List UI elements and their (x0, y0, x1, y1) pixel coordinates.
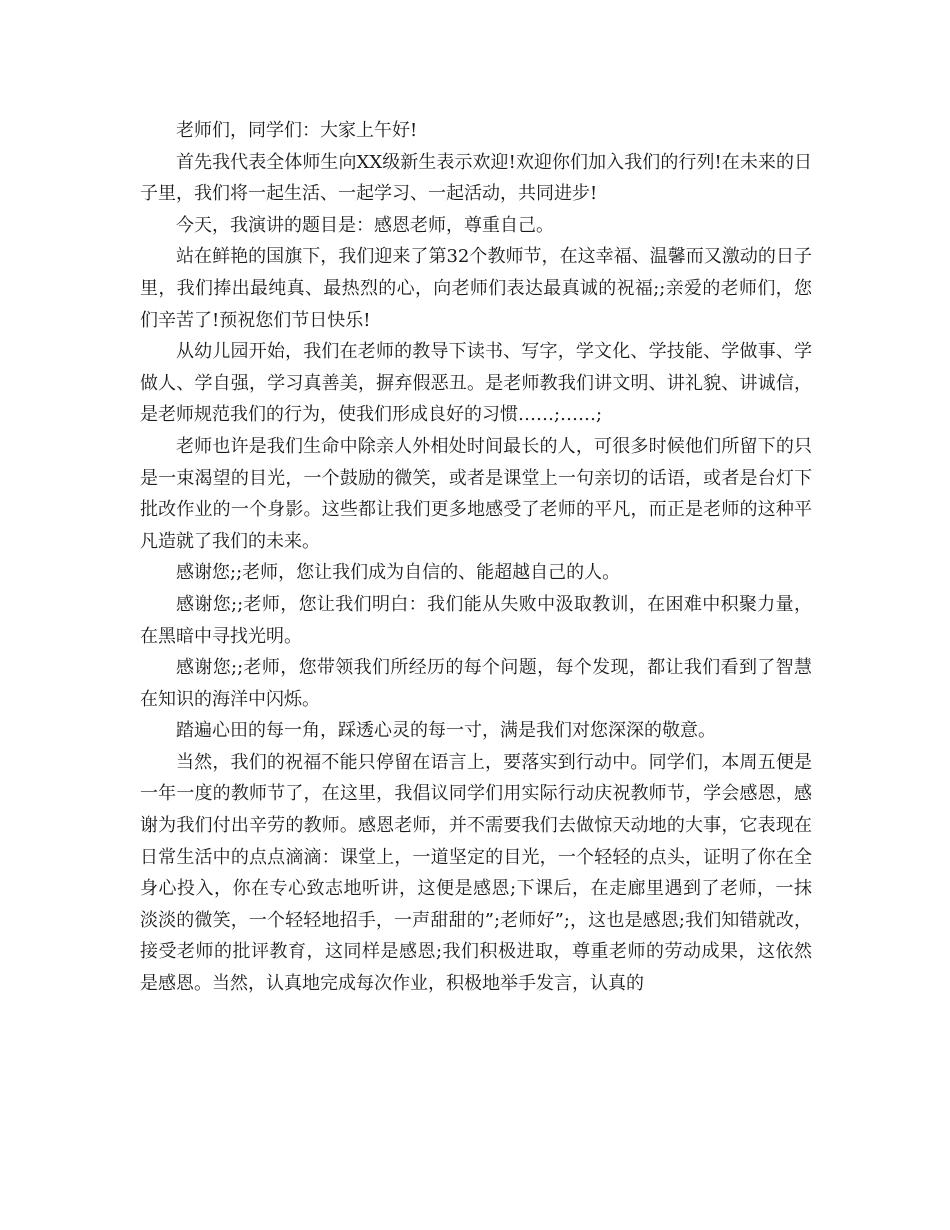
paragraph-thanks-3: 感谢您;;老师，您带领我们所经历的每个问题，每个发现，都让我们看到了智慧在知识的海洋中闪烁。 (140, 657, 812, 710)
paragraph-ordinary-teacher: 老师也许是我们生命中除亲人外相处时间最长的人，可很多时候他们所留下的只是一束渴望的目光，一个鼓励的微笑，或者是课堂上一句亲切的话语，或者是台灯下批改作业的一个身影。这些都让我们更多地感受了老师的平凡，而正是老师的这种平凡造就了我们的未来。 (140, 435, 812, 552)
paragraph-teachers-day: 站在鲜艳的国旗下，我们迎来了第32个教师节，在这幸福、温馨而又激动的日子里，我们捧出最纯真、最热烈的心，向老师们表达最真诚的祝福;;亲爱的老师们，您们辛苦了!预祝您们节日快乐! (140, 246, 812, 331)
speech-body (140, 115, 812, 1000)
paragraph-welcome: 首先我代表全体师生向XX级新生表示欢迎!欢迎你们加入我们的行列!在未来的日子里，我们将一起生活、一起学习、一起活动，共同进步! (140, 151, 812, 205)
paragraph-kindergarten: 从幼儿园开始，我们在老师的教导下读书、写字，学文化、学技能、学做事、学做人、学自强，学习真善美，摒弃假恶丑。是老师教我们讲文明、讲礼貌、讲诚信，是老师规范我们的行为，使我们形成良好的习惯……;……; (140, 341, 812, 426)
paragraph-greeting: 老师们，同学们：大家上午好! (176, 120, 418, 141)
paragraph-respect: 踏遍心田的每一角，踩透心灵的每一寸，满是我们对您深深的敬意。 (176, 720, 716, 742)
paragraph-topic: 今天，我演讲的题目是：感恩老师，尊重自己。 (176, 214, 554, 236)
paragraph-thanks-2: 感谢您;;老师，您让我们明白：我们能从失败中汲取教训，在困难中积聚力量，在黑暗中寻找光明。 (140, 593, 812, 647)
paragraph-thanks-1: 感谢您;;老师，您让我们成为自信的、能超越自己的人。 (176, 562, 621, 584)
paragraph-action: 当然，我们的祝福不能只停留在语言上，要落实到行动中。同学们，本周五便是一年一度的教师节了，在这里，我倡议同学们用实际行动庆祝教师节，学会感恩，感谢为我们付出辛劳的教师。感恩老师，并不需要我们去做惊天动地的大事，它表现在日常生活中的点点滴滴：课堂上，一道坚定的目光，一个轻轻的点头，证明了你在全身心投入，你在专心致志地听讲，这便是感恩;下课后，在走廊里遇到了老师，一抹淡淡的微笑，一个轻轻地招手，一声甜甜的”;老师好”;，这也是感恩;我们知错就改，接受老师的批评教育，这同样是感恩;我们积极进取，尊重老师的劳动成果，这依然是感恩。当然，认真地完成每次作业，积极地举手发言，认真的 (140, 751, 812, 995)
